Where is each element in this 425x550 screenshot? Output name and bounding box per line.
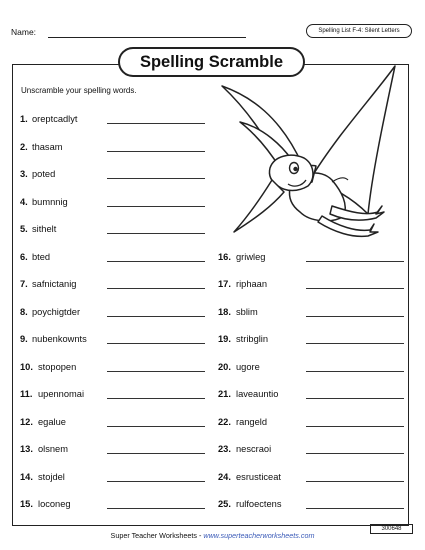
- spelling-item: [218, 471, 281, 483]
- instruction-text: Unscramble your spelling words.: [21, 86, 137, 95]
- scrambled-word: stribglin: [236, 334, 269, 344]
- item-number: 8.: [20, 306, 28, 317]
- scrambled-word: thasam: [32, 141, 63, 152]
- answer-line[interactable]: [306, 453, 404, 454]
- answer-line[interactable]: [107, 178, 205, 179]
- spelling-item: [218, 278, 267, 290]
- spelling-item: [20, 333, 87, 345]
- item-number: 12.: [20, 416, 33, 427]
- item-number: 13.: [20, 444, 33, 454]
- item-number: 18.: [218, 306, 231, 317]
- scrambled-word: safnictanig: [32, 279, 77, 289]
- page-title: Spelling Scramble: [118, 47, 305, 77]
- footer: [0, 531, 425, 540]
- item-number: 15.: [20, 499, 33, 509]
- item-number: 16.: [218, 251, 231, 262]
- spelling-item: [20, 196, 68, 208]
- answer-line[interactable]: [107, 398, 205, 399]
- footer-separator: -: [196, 531, 204, 540]
- item-number: 22.: [218, 416, 231, 427]
- answer-line[interactable]: [306, 343, 404, 344]
- scrambled-word: upennomai: [38, 389, 85, 399]
- scrambled-word: stojdel: [38, 471, 65, 482]
- item-number: 5.: [20, 224, 28, 234]
- answer-line[interactable]: [306, 261, 404, 262]
- spelling-item: [20, 361, 76, 373]
- scrambled-word: nescraoi: [236, 444, 272, 454]
- answer-line[interactable]: [107, 371, 205, 372]
- scrambled-word: oreptcadlyt: [32, 114, 78, 124]
- answer-line[interactable]: [306, 288, 404, 289]
- scrambled-word: stopopen: [38, 361, 77, 372]
- item-number: 11.: [20, 389, 33, 399]
- spelling-item: [20, 278, 76, 290]
- spelling-item: [218, 443, 271, 455]
- answer-line[interactable]: [306, 426, 404, 427]
- footer-brand: Super Teacher Worksheets: [110, 531, 197, 540]
- spelling-item: [218, 361, 260, 373]
- name-line: [48, 37, 246, 38]
- item-number: 6.: [20, 251, 28, 262]
- answer-line[interactable]: [107, 261, 205, 262]
- scrambled-word: egalue: [38, 416, 66, 427]
- spelling-item: [218, 388, 278, 400]
- answer-line[interactable]: [306, 316, 404, 317]
- spelling-item: [20, 388, 84, 400]
- spelling-item: [218, 251, 265, 263]
- item-number: 19.: [218, 334, 231, 344]
- answer-line[interactable]: [107, 481, 205, 482]
- answer-line[interactable]: [107, 233, 205, 234]
- spelling-item: [218, 306, 258, 318]
- item-number: 17.: [218, 279, 231, 289]
- worksheet-code: 300648: [370, 524, 413, 534]
- spelling-item: [218, 498, 281, 510]
- answer-line[interactable]: [306, 398, 404, 399]
- scrambled-word: bted: [32, 251, 51, 262]
- answer-line[interactable]: [107, 426, 205, 427]
- scrambled-word: rulfoectens: [236, 499, 282, 509]
- scrambled-word: nubenkownts: [32, 334, 87, 344]
- item-number: 23.: [218, 444, 231, 454]
- scrambled-word: bumnnig: [32, 196, 68, 207]
- item-number: 20.: [218, 361, 231, 372]
- spelling-item: [20, 168, 55, 180]
- spelling-item: [20, 416, 66, 428]
- item-number: 10.: [20, 361, 33, 372]
- name-label: Name:: [11, 27, 37, 37]
- spelling-item: [20, 443, 68, 455]
- item-number: 7.: [20, 279, 28, 289]
- item-number: 24.: [218, 471, 231, 482]
- scrambled-word: esrusticeat: [236, 471, 281, 482]
- answer-line[interactable]: [107, 508, 205, 509]
- answer-line[interactable]: [306, 508, 404, 509]
- answer-line[interactable]: [306, 481, 404, 482]
- answer-line[interactable]: [107, 316, 205, 317]
- spelling-item: [20, 113, 77, 125]
- spelling-item: [20, 223, 56, 235]
- item-number: 3.: [20, 169, 28, 179]
- scrambled-word: poted: [32, 169, 56, 179]
- answer-line[interactable]: [306, 371, 404, 372]
- spelling-item: [20, 498, 71, 510]
- pterodactyl-illustration: [210, 56, 410, 241]
- answer-line[interactable]: [107, 343, 205, 344]
- scrambled-word: ugore: [236, 361, 260, 372]
- scrambled-word: poychigtder: [32, 306, 81, 317]
- item-number: 1.: [20, 114, 28, 124]
- spelling-item: [20, 141, 63, 153]
- scrambled-word: olsnem: [38, 444, 68, 454]
- scrambled-word: riphaan: [236, 279, 268, 289]
- scrambled-word: sithelt: [32, 224, 57, 234]
- scrambled-word: griwleg: [236, 251, 266, 262]
- scrambled-word: sblim: [236, 306, 258, 317]
- spelling-item: [20, 471, 65, 483]
- item-number: 2.: [20, 141, 28, 152]
- item-number: 14.: [20, 471, 33, 482]
- item-number: 25.: [218, 499, 231, 509]
- answer-line[interactable]: [107, 206, 205, 207]
- spelling-item: [218, 333, 268, 345]
- spelling-item: [218, 416, 267, 428]
- item-number: 4.: [20, 196, 28, 207]
- spelling-item: [20, 251, 50, 263]
- item-number: 9.: [20, 334, 28, 344]
- scrambled-word: loconeg: [38, 499, 71, 509]
- spelling-list-tag: Spelling List F-4: Silent Letters: [306, 24, 412, 38]
- scrambled-word: rangeld: [236, 416, 268, 427]
- scrambled-word: laveauntio: [236, 389, 279, 399]
- answer-line[interactable]: [107, 453, 205, 454]
- footer-url[interactable]: www.superteacherworksheets.com: [203, 531, 315, 540]
- answer-line[interactable]: [107, 288, 205, 289]
- answer-line[interactable]: [107, 123, 205, 124]
- item-number: 21.: [218, 389, 231, 399]
- spelling-item: [20, 306, 80, 318]
- answer-line[interactable]: [107, 151, 205, 152]
